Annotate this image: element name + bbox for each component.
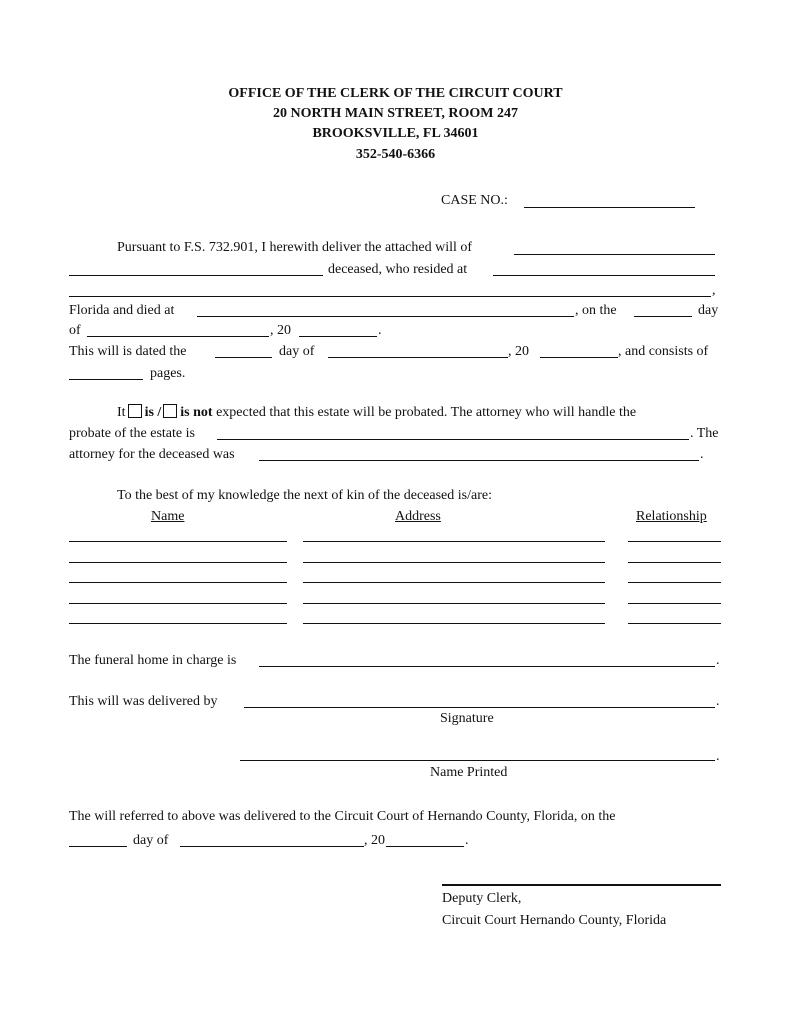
residence-field-2[interactable] <box>69 296 711 297</box>
dated-month-field[interactable] <box>328 357 508 358</box>
day-of-text: day of <box>279 344 315 359</box>
is-not-text: is not <box>180 405 213 420</box>
footer-day-of-text: day of <box>133 833 169 848</box>
kin-name-field[interactable] <box>69 582 287 583</box>
attorney-was-text: attorney for the deceased was <box>69 447 235 462</box>
funeral-home-text: The funeral home in charge is <box>69 653 237 668</box>
day-text: day <box>698 303 719 318</box>
delivery-statement: The will referred to above was delivered to the Circuit Court of Hernando County, Florida, on the <box>69 809 616 824</box>
funeral-home-field[interactable] <box>259 666 715 667</box>
deputy-clerk-signature-line[interactable] <box>442 884 721 886</box>
the-text: . The <box>690 426 719 441</box>
name-column-header: Name <box>151 509 185 524</box>
relationship-column-header: Relationship <box>636 509 707 524</box>
signature-label: Signature <box>440 711 494 726</box>
probate-expectation <box>117 404 636 421</box>
consists-text: , and consists of <box>618 344 709 359</box>
death-month-field[interactable] <box>87 336 269 337</box>
pages-count-field[interactable] <box>69 379 143 380</box>
on-the-text: , on the <box>575 303 617 318</box>
will-of-field[interactable] <box>514 254 715 255</box>
deceased-attorney-field[interactable] <box>259 460 699 461</box>
court-address: 20 NORTH MAIN STREET, ROOM 247 <box>272 106 519 121</box>
delivery-year-field[interactable] <box>386 846 464 847</box>
kin-address-field[interactable] <box>303 603 605 604</box>
comma: , <box>712 283 716 298</box>
resided-at-field[interactable] <box>493 275 715 276</box>
court-city: BROOKSVILLE, FL 34601 <box>312 126 479 141</box>
deputy-clerk-title: Deputy Clerk, <box>442 891 522 906</box>
kin-intro: To the best of my knowledge the next of kin of the deceased is/are: <box>117 488 492 503</box>
kin-relationship-field[interactable] <box>628 623 721 624</box>
dated-year-field[interactable] <box>540 357 618 358</box>
case-number-label: CASE NO.: <box>441 193 508 208</box>
kin-relationship-field[interactable] <box>628 541 721 542</box>
delivery-month-field[interactable] <box>180 846 364 847</box>
of-text: of <box>69 323 81 338</box>
footer-year-20-text: , 20 <box>364 833 385 848</box>
deceased-text: deceased, who resided at <box>328 262 468 277</box>
kin-name-field[interactable] <box>69 562 287 563</box>
kin-address-field[interactable] <box>303 562 605 563</box>
kin-name-field[interactable] <box>69 541 287 542</box>
kin-relationship-field[interactable] <box>628 603 721 604</box>
kin-address-field[interactable] <box>303 582 605 583</box>
probate-attorney-field[interactable] <box>217 439 689 440</box>
kin-relationship-field[interactable] <box>628 582 721 583</box>
it-text: It <box>117 405 126 420</box>
kin-address-field[interactable] <box>303 623 605 624</box>
is-checkbox[interactable] <box>128 404 142 418</box>
expected-text: expected that this estate will be probated. The attorney who will handle the <box>216 405 637 420</box>
deputy-clerk-court: Circuit Court Hernando County, Florida <box>442 913 667 928</box>
name-printed-field[interactable] <box>240 760 715 761</box>
delivery-day-field[interactable] <box>69 846 127 847</box>
period-4: . <box>716 694 720 709</box>
delivered-by-text: This will was delivered by <box>69 694 218 709</box>
died-at-field[interactable] <box>197 316 574 317</box>
death-year-field[interactable] <box>299 336 377 337</box>
kin-name-field[interactable] <box>69 623 287 624</box>
period-5: . <box>716 749 720 764</box>
court-office-title: OFFICE OF THE CLERK OF THE CIRCUIT COURT <box>228 86 563 101</box>
is-text: is / <box>144 405 162 420</box>
case-number-field[interactable] <box>524 207 695 208</box>
court-phone: 352-540-6366 <box>355 147 436 162</box>
kin-name-field[interactable] <box>69 603 287 604</box>
name-printed-label: Name Printed <box>430 765 508 780</box>
address-column-header: Address <box>395 509 441 524</box>
kin-relationship-field[interactable] <box>628 562 721 563</box>
year-20b-text: , 20 <box>508 344 529 359</box>
is-not-checkbox[interactable] <box>163 404 177 418</box>
pursuant-text: Pursuant to F.S. 732.901, I herewith deliver the attached will of <box>117 240 473 255</box>
pages-text: pages. <box>150 366 186 381</box>
died-at-text: Florida and died at <box>69 303 175 318</box>
dated-day-field[interactable] <box>215 357 272 358</box>
period-2: . <box>700 447 704 462</box>
period-3: . <box>716 653 720 668</box>
deceased-name-field[interactable] <box>69 275 323 276</box>
kin-address-field[interactable] <box>303 541 605 542</box>
probate-text: probate of the estate is <box>69 426 195 441</box>
dated-text: This will is dated the <box>69 344 187 359</box>
period-6: . <box>465 833 469 848</box>
year-20-text: , 20 <box>270 323 291 338</box>
period-1: . <box>378 323 382 338</box>
death-day-field[interactable] <box>634 316 692 317</box>
signature-field[interactable] <box>244 707 715 708</box>
